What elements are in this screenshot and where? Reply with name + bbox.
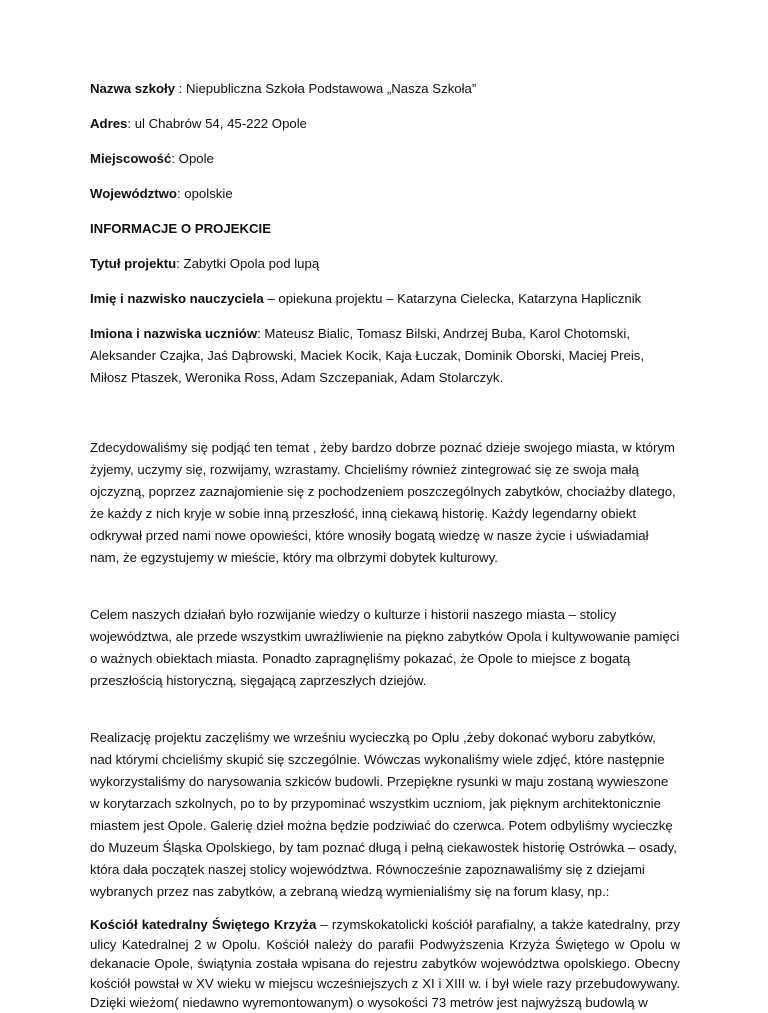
city-value: : Opole	[171, 151, 214, 166]
teacher-line	[90, 288, 680, 310]
project-title-value: : Zabytki Opola pod lupą	[176, 256, 320, 271]
address-value: : ul Chabrów 54, 45-222 Opole	[127, 116, 307, 131]
project-title-line	[90, 253, 680, 275]
city-line	[90, 148, 680, 170]
school-info	[90, 78, 680, 389]
section-heading: INFORMACJE O PROJEKCIE	[90, 221, 271, 236]
cathedral-title: Kościół katedralny Świętego Krzyża	[90, 917, 317, 932]
address-line	[90, 113, 680, 135]
paragraph-goal: Celem naszych działań było rozwijanie wiedzy o kulturze i historii naszego miasta – stolicy województwa, ale przede wszystkim uwrażliwienie na piękno zabytków Opola i kultywowanie pamięci o ważnych obiektach miasta. Ponadto zapragnęliśmy pokazać, że Opole to miejsce z bogatą przeszłością historyczną, sięgającą zaprzeszłych dziejów.	[90, 607, 680, 688]
paragraph-realization: Realizację projektu zaczęliśmy we wrześniu wycieczką po Oplu ,żeby dokonać wyboru zabytków, nad którymi chcieliśmy skupić się szczególnie. Wówczas wykonaliśmy wiele zdjęć, które następnie wykorzystaliśmy do narysowania szkiców budowli. Przepiękne rysunki w maju zostaną wywieszone w korytarzach szkolnych, po to by przypominać wszystkim uczniom, jak pięknym architektonicznie miastem jest Opole. Galerię dzieł można będzie podziwiać do czerwca. Potem odbyliśmy wycieczkę do Muzeum Śląska Opolskiego, by tam poznać długą i pełną ciekawostek historię Ostrówka – osady, która dała początek naszej stolicy województwa. Równocześnie zapoznawaliśmy się z dziejami wybranych przez nas zabytków, a zebraną wiedzą wymienialiśmy się na forum klasy, np.:	[90, 730, 677, 899]
project-title-label: Tytuł projektu	[90, 256, 177, 271]
voivodeship-line	[90, 183, 680, 205]
students-label: Imiona i nazwiska uczniów	[90, 326, 258, 341]
school-name-label: Nazwa szkoły	[90, 81, 176, 96]
school-name-line	[90, 78, 680, 100]
voivodeship-value: : opolskie	[176, 186, 233, 201]
teacher-label: Imię i nazwisko nauczyciela	[90, 291, 264, 306]
school-name-value: : Niepubliczna Szkoła Podstawowa „Nasza Szkoła”	[175, 81, 477, 96]
paragraph-cathedral	[90, 915, 680, 1013]
teacher-value: – opiekuna projektu – Katarzyna Cielecka, Katarzyna Haplicznik	[263, 291, 642, 306]
paragraph-motivation: Zdecydowaliśmy się podjąć ten temat , żeby bardzo dobrze poznać dzieje swojego miasta, w którym żyjemy, uczymy się, rozwijamy, wzrastamy. Chcieliśmy również zintegrować się ze swoja małą ojczyzną, poprzez zaznajomienie się z pochodzeniem poszczególnych zabytków, chociażby dlatego, że każdy z nich kryje w sobie inną przeszłość, inną ciekawą historię. Każdy legendarny obiekt odkrywał przed nami nowe opowieści, które wnosiły bogatą wiedzę w nasze życie i uświadamiał nam, że egzystujemy w mieście, który ma olbrzymi dobytek kulturowy.	[90, 440, 676, 565]
cathedral-text: – rzymskokatolicki kościół parafialny, a także katedralny, przy ulicy Katedralnej 2 w Opolu. Kościół należy do parafii Podwyższenia Krzyża Świętego w Opolu w dekanacie Opole, świątynia została wpisana do rejestru zabytków województwa opolskiego. Obecny kościół powstał w XV wieku w miejscu wcześniejszych z XI i XIII w. i był wiele razy przebudowywany. Dzięki wieżom( niedawno wyremontowanym) o wysokości 73 metrów jest najwyższą budowlą w	[90, 917, 680, 1011]
address-label: Adres	[90, 116, 128, 131]
students-line	[90, 323, 680, 389]
students-value: : Mateusz Bialic, Tomasz Bilski, Andrzej Buba, Karol Chotomski, Aleksander Czajka, Jaś Dąbrowski, Maciek Kocik, Kaja Łuczak, Dominik Oborski, Maciej Preis, Miłosz Ptaszek, Weronika Ross, Adam Szczepaniak, Adam Stolarczyk.	[90, 326, 645, 385]
city-label: Miejscowość	[90, 151, 172, 166]
section-heading-line	[90, 218, 680, 240]
voivodeship-label: Województwo	[90, 186, 177, 201]
